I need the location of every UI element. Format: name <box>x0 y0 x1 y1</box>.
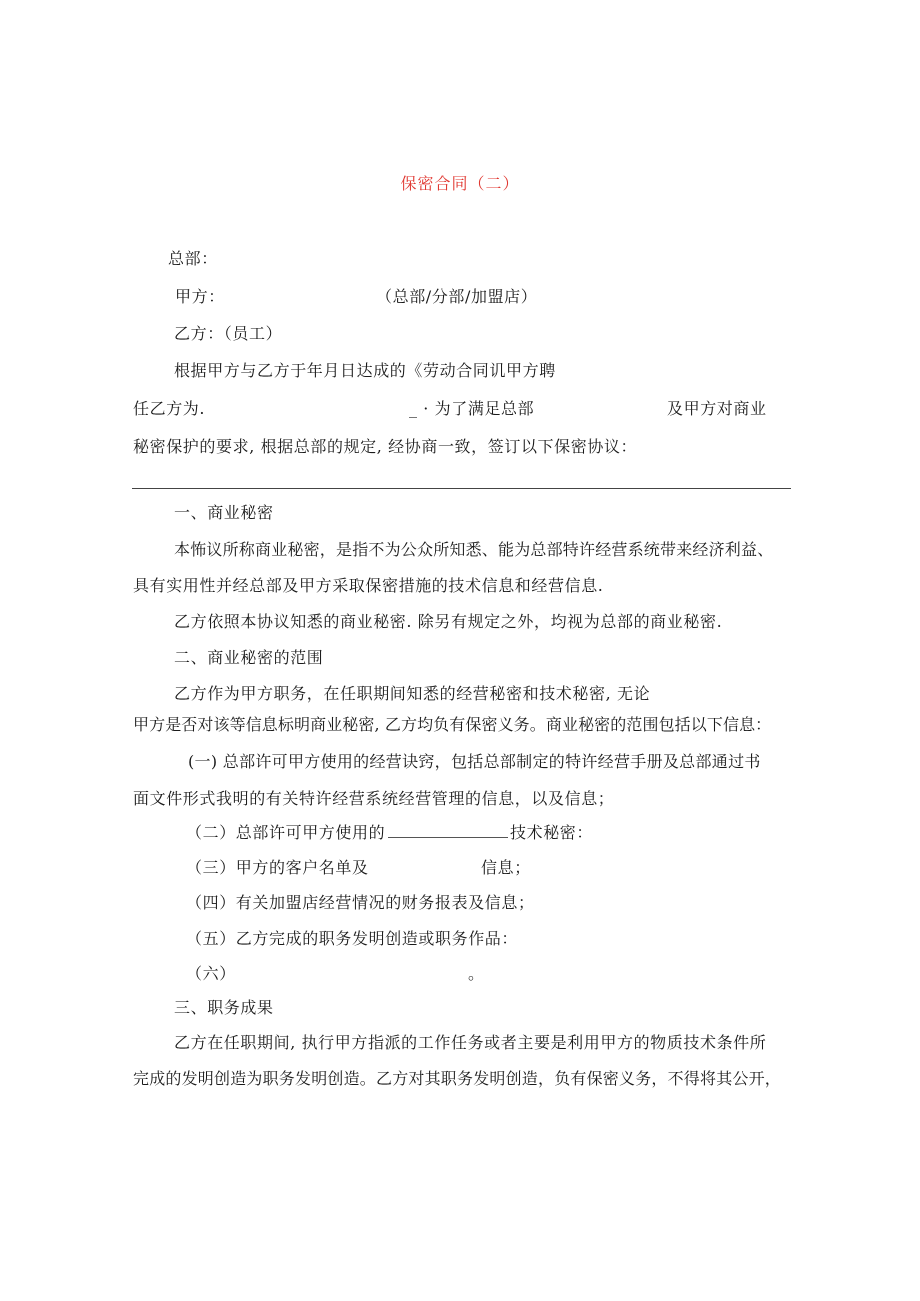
scope-item-1-line-2: 面文件形式我明的有关特许经营系统经营管理的信息，以及信息； <box>133 789 615 808</box>
hq-label: 总部： <box>168 249 218 268</box>
fill-in-blank <box>388 837 508 838</box>
document-title: 保密合同（二） <box>400 174 520 193</box>
section-3-para-1-line-1: 乙方在任职期间, 执行甲方指派的工作任务或者主要是利用甲方的物质技术条件所 <box>174 1033 767 1052</box>
section-1-para-2: 乙方依照本协议知悉的商业秘密. 除另有规定之外，均视为总部的商业秘密. <box>174 612 723 631</box>
scope-item-6b: 。 <box>468 964 485 983</box>
preamble-line-2c: 及甲方对商业 <box>667 399 767 418</box>
preamble-line-1: 根据甲方与乙方于年月日达成的《劳动合同讥甲方聘 <box>174 361 556 380</box>
section-1-heading: 一、商业秘密 <box>174 503 274 522</box>
scope-item-1-line-1: (一) 总部许可甲方使用的经营诀窍，包括总部制定的特许经营手册及总部通过书 <box>188 752 761 771</box>
preamble-line-3: 秘密保护的要求, 根据总部的规定, 经协商一致，签订以下保密协议： <box>133 437 638 456</box>
party-b-label: 乙方：（员工） <box>174 324 283 343</box>
party-a-label: 甲方： <box>175 287 225 306</box>
section-divider <box>132 488 791 489</box>
section-3-heading: 三、职务成果 <box>174 998 274 1017</box>
scope-item-3a: （三）甲方的客户名单及 <box>186 858 369 877</box>
section-2-para-1-line-2: 甲方是否对该等信息标明商业秘密, 乙方均负有保密义务。商业秘密的范围包括以下信息： <box>133 715 772 734</box>
scope-item-3b: 信息； <box>481 858 531 877</box>
scope-item-4: （四）有关加盟店经营情况的财务报表及信息； <box>186 893 535 912</box>
scope-item-2a: （二）总部许可甲方使用的 <box>186 823 386 842</box>
section-2-heading: 二、商业秘密的范围 <box>174 648 324 667</box>
section-3-para-1-line-2: 完成的发明创造为职务发明创造。乙方对其职务发明创造，负有保密义务，不得将其公开， <box>133 1069 782 1088</box>
section-1-para-1-line-2: 具有实用性并经总部及甲方采取保密措施的技术信息和经营信息. <box>133 576 604 595</box>
section-1-para-1-line-1: 本怖议所称商业秘密，是指不为公众所知悉、能为总部特许经营系统带来经济利益、 <box>174 540 774 559</box>
scope-item-5: （五）乙方完成的职务发明创造或职务作品： <box>186 929 519 948</box>
section-2-para-1-line-1: 乙方作为甲方职务，在任职期间知悉的经营秘密和技术秘密, 无论 <box>174 684 651 703</box>
preamble-line-2a: 任乙方为. <box>133 399 206 418</box>
scope-item-6a: （六） <box>186 964 236 983</box>
scope-item-2b: 技术秘密： <box>510 823 594 842</box>
party-a-note: （总部/分部/加盟店） <box>376 287 538 306</box>
preamble-line-2b: _ · 为了满足总部 <box>409 399 535 418</box>
